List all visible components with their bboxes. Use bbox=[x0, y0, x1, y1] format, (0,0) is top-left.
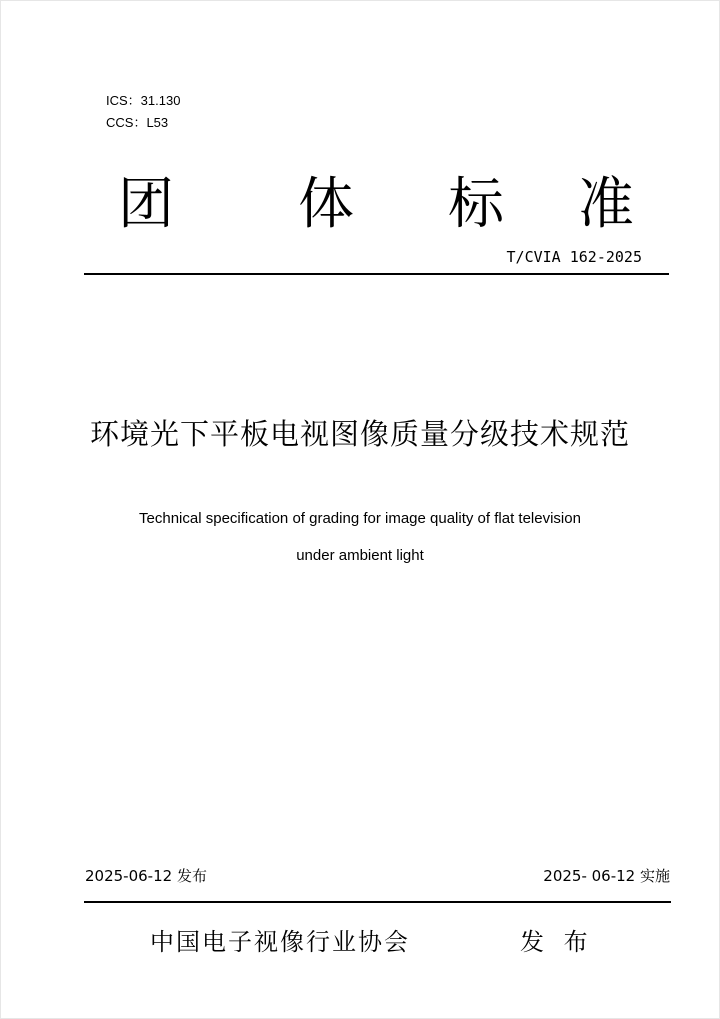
english-title-line-2: under ambient light bbox=[296, 547, 424, 564]
publisher-name: 中国电子视像行业协会 bbox=[150, 928, 410, 956]
classification-codes bbox=[106, 90, 180, 134]
english-title-line-1: Technical specification of grading for image quality of flat television bbox=[139, 510, 581, 527]
publish-label: 发 布 bbox=[520, 928, 594, 956]
category-char-2: 体 bbox=[298, 172, 354, 237]
ccs-code: CCS：L53 bbox=[106, 115, 169, 130]
category-char-3: 标 bbox=[448, 172, 504, 237]
implementation-date: 2025- 06-12 实施 bbox=[543, 867, 670, 885]
bottom-divider bbox=[84, 901, 671, 903]
ics-code: ICS：31.130 bbox=[106, 93, 181, 108]
issue-date: 2025-06-12 发布 bbox=[85, 867, 207, 885]
top-divider bbox=[84, 273, 669, 275]
document-category bbox=[0, 170, 720, 240]
category-char-4: 准 bbox=[578, 172, 634, 237]
chinese-title: 环境光下平板电视图像质量分级技术规范 bbox=[89, 417, 630, 451]
category-char-1: 团 bbox=[118, 172, 174, 237]
standard-number: T/CVIA 162-2025 bbox=[506, 248, 642, 266]
